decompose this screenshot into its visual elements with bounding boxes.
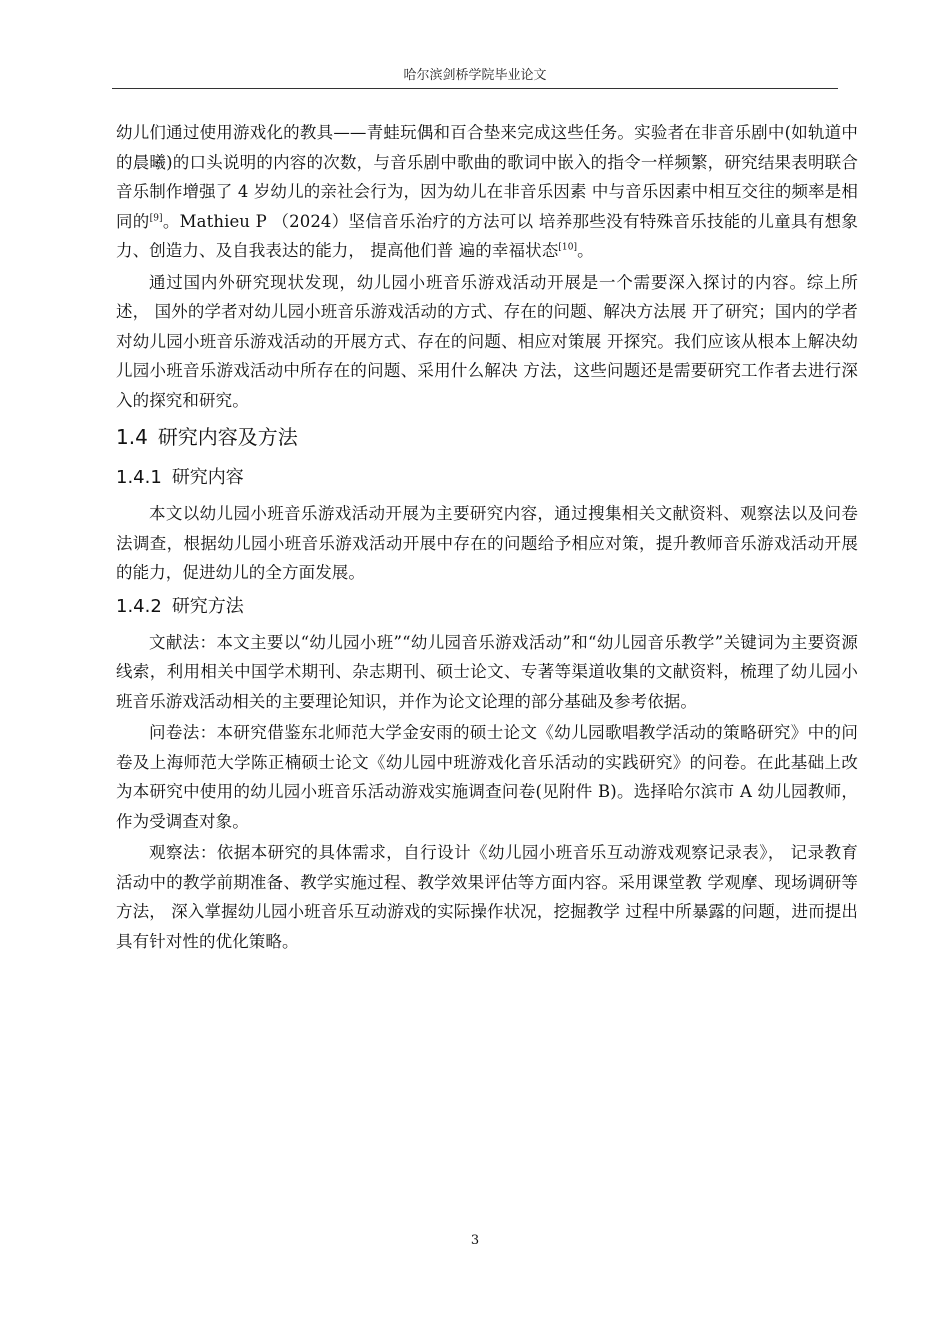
section-heading-1-4 [116,421,858,453]
section-heading-1-4-1 [116,463,858,493]
paragraph-2: 通过国内外研究现状发现，幼儿园小班音乐游戏活动开展是一个需要深入探讨的内容。综上所述， 国外的学者对幼儿园小班音乐游戏活动的方式、存在的问题、解决方法展 开了研究；国内的学者对幼儿园小班音乐游戏活动的开展方式、存在的问题、相应对策展 开探究。我们应该从根本上解决幼儿园小班音乐游戏活动中所存在的问题、采用什么解决 方法，这些问题还是需要研究工作者去进行深入的探究和研究。 [116,272,858,410]
section-title: 研究内容及方法 [157,425,298,449]
paragraph-observation-method: 观察法：依据本研究的具体需求，自行设计《幼儿园小班音乐互动游戏观察记录表》， 记录教育活动中的教学前期准备、教学实施过程、教学效果评估等方面内容。采用课堂教 学观摩、现场调研等方法， 深入掌握幼儿园小班音乐互动游戏的实际操作状况，挖掘教学 过程中所暴露的问题，进而提出具有针对性的优化策略。 [116,843,858,951]
section-title: 研究内容 [171,467,244,488]
citation-9: [9] [149,213,163,223]
section-heading-1-4-2 [116,592,858,622]
section-number: 1.4.1 [116,467,162,488]
paragraph-1-part-a: 幼儿们通过使用游戏化的教具——青蛙玩偶和百合垫来完成这些任务。实验者在非音乐剧中(如轨道中的晨曦)的口头说明的内容的次数，与音乐剧中歌曲的歌词中嵌入的指令一样频繁，研究结果表明联合音乐制作增强了 4 岁幼儿的亲社会行为，因为幼儿在非音乐因素 中与音乐因素中相互交往的频率是相同的 [116,123,858,231]
section-number: 1.4.2 [116,595,162,617]
page-body [116,118,858,958]
page-number: 3 [470,1233,480,1248]
section-title: 研究方法 [171,595,244,617]
page-header [112,62,838,89]
section-number: 1.4 [116,425,148,449]
paragraph-questionnaire-method: 问卷法：本研究借鉴东北师范大学金安雨的硕士论文《幼儿园歌唱教学活动的策略研究》中的问卷及上海师范大学陈正楠硕士论文《幼儿园中班游戏化音乐活动的实践研究》的问卷。在此基础上改为本研究中使用的幼儿园小班音乐活动游戏实施调查问卷(见附件 B)。选择哈尔滨市 A 幼儿园教师，作为受调查对象。 [116,723,858,831]
paragraph-1-part-c: 。 [577,241,594,260]
paragraph-1-part-b: 。Mathieu P （2024）坚信音乐治疗的方法可以 培养那些没有特殊音乐技能的儿童具有想象力、创造力、及自我表达的能力， 提高他们普 遍的幸福状态 [116,211,858,260]
citation-10: [10] [558,242,578,253]
paragraph-3: 本文以幼儿园小班音乐游戏活动开展为主要研究内容，通过搜集相关文献资料、观察法以及问卷法调查，根据幼儿园小班音乐游戏活动开展中存在的问题给予相应对策，提升教师音乐游戏活动开展的能力，促进幼儿的全方面发展。 [116,504,858,582]
header-title: 哈尔滨剑桥学院毕业论文 [403,68,547,83]
paragraph-literature-method: 文献法：本文主要以“幼儿园小班”“幼儿园音乐游戏活动”和“幼儿园音乐教学”关键词为主要资源线索，利用相关中国学术期刊、杂志期刊、硕士论文、专著等渠道收集的文献资料，梳理了幼儿园小班音乐游戏活动相关的主要理论知识，并作为论文论理的部分基础及参考依据。 [116,632,858,711]
paragraph-1 [116,118,858,266]
